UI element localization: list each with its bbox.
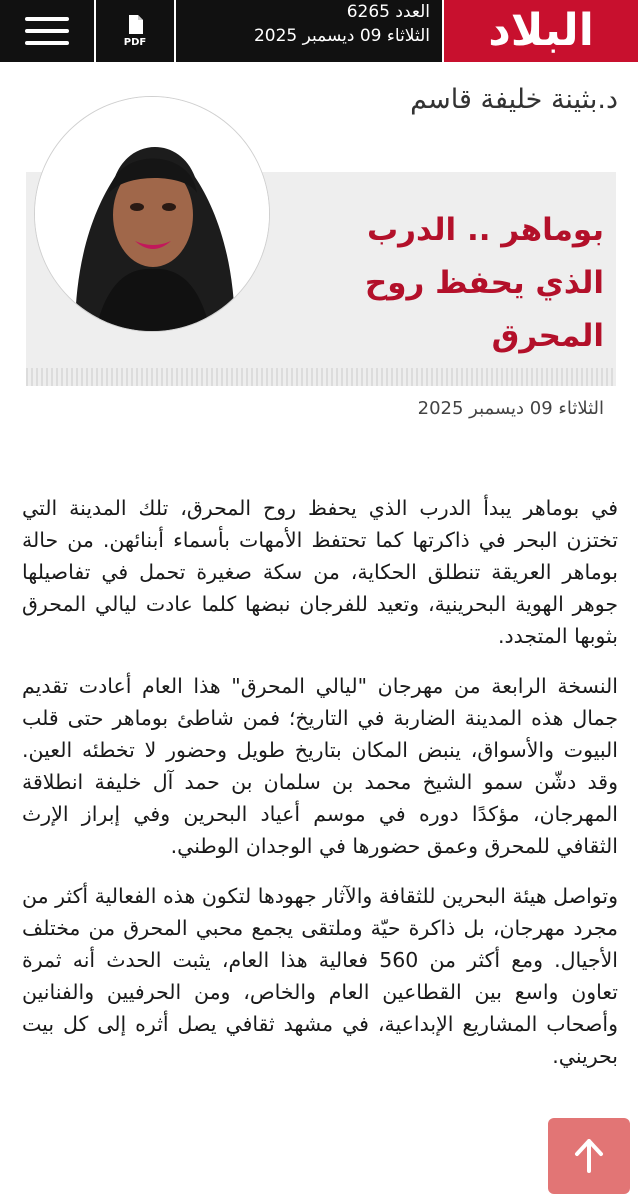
logo-text: البلاد	[488, 5, 594, 56]
title-line: بوماهر .. الدرب	[367, 212, 604, 248]
menu-button[interactable]	[0, 0, 94, 62]
paragraph: النسخة الرابعة من مهرجان "ليالي المحرق" هذا العام أعادت تقديم جمال هذه المدينة الضاربة في التاريخ؛ فمن شاطئ بوماهر حتى قلب البيوت والأسواق، ينبض المكان بتاريخ طويل وحضور لا تخطئه العين. وقد دشّن سمو الشيخ محمد بن سلمان بن حمد آل خليفة انطلاقة المهرجان، مؤكدًا دوره في موسم أعياد البحرين وفي إبراز الإرث الثقافي للمحرق وعمق حضورها في الوجدان الوطني.	[22, 674, 618, 858]
pdf-file-icon	[122, 14, 148, 36]
paragraph: وتواصل هيئة البحرين للثقافة والآثار جهودها لتكون هذه الفعالية أكثر من مجرد مهرجان، بل ذاكرة حيّة وملتقى يجمع محبي المحرق من مختلف الأجيال. ومع أكثر من 560 فعالية هذا العام، يثبت الحدث أنه ثمرة تعاون واسع بين القطاعين العام والخاص، ومن الحرفيين والفنانين وأصحاب المشاريع الإبداعية، في مشهد ثقافي يصل أثره إلى كل بيت بحريني.	[22, 884, 618, 1068]
pdf-button[interactable]	[96, 0, 174, 62]
arrow-up-icon	[574, 1139, 604, 1173]
hamburger-menu-icon	[25, 41, 69, 45]
article-date: الثلاثاء 09 ديسمبر 2025	[417, 398, 604, 419]
issue-date: الثلاثاء 09 ديسمبر 2025	[253, 26, 430, 46]
hamburger-menu-icon	[25, 17, 69, 21]
title-line: الذي يحفظ روح	[364, 265, 604, 301]
title-line: المحرق	[491, 318, 604, 354]
issue-info	[176, 0, 442, 62]
top-bar	[0, 0, 638, 62]
hero-divider	[26, 368, 616, 386]
hamburger-menu-icon	[25, 29, 69, 33]
pdf-label: PDF	[123, 37, 147, 48]
site-logo[interactable]	[444, 0, 638, 62]
author-photo	[34, 96, 270, 332]
issue-number: العدد 6265	[346, 2, 430, 22]
scroll-to-top-button[interactable]	[548, 1118, 630, 1194]
paragraph: في بوماهر يبدأ الدرب الذي يحفظ روح المحرق، تلك المدينة التي تختزن البحر في ذاكرتها كما تحتفظ الأمهات بأسماء أبنائهن. من حالة بوماهر العريقة تنطلق الحكاية، من سكة صغيرة تحمل في تفاصيلها جوهر الهوية البحرينية، وتعيد للفرجان نبضها كلما عادت ليالي المحرق بثوبها المتجدد.	[22, 496, 618, 648]
article-body	[22, 492, 618, 1090]
article-title	[304, 204, 604, 363]
author-name[interactable]: د.بثينة خليفة قاسم	[410, 84, 618, 115]
